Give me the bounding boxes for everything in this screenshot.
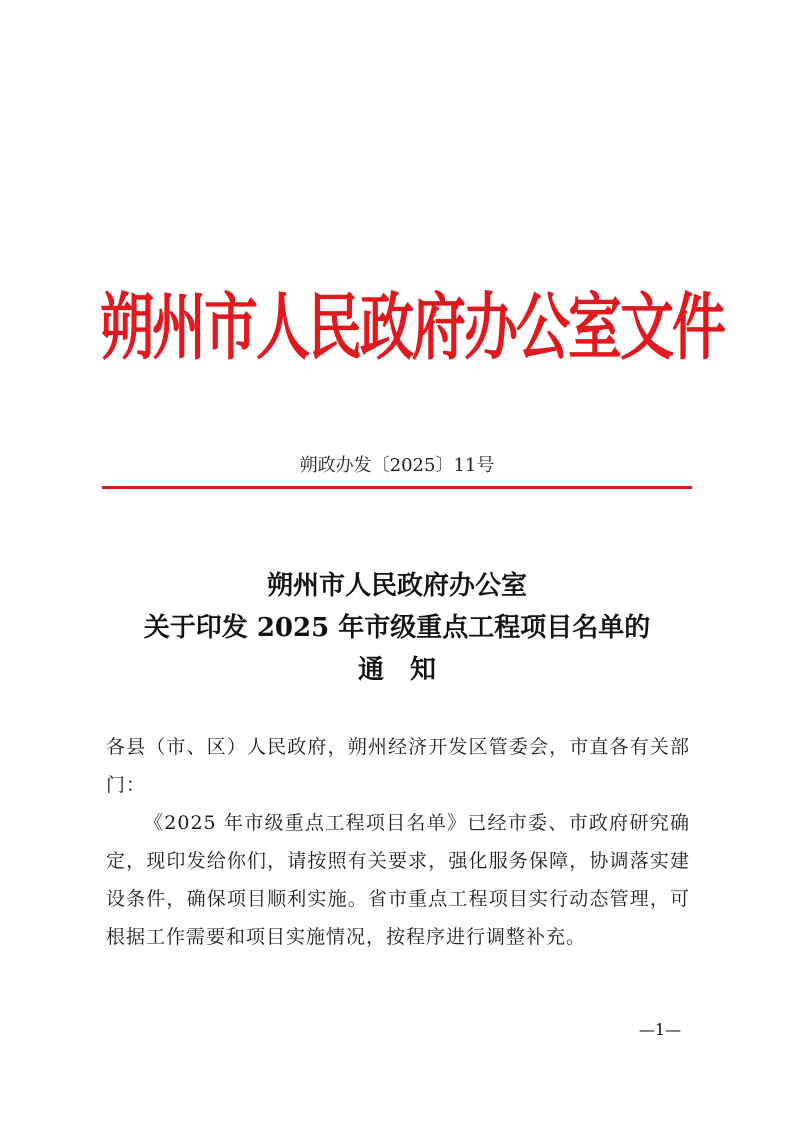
page-number: —1— bbox=[638, 1020, 682, 1039]
issuer-masthead: 朔州市人民政府办公室文件 bbox=[100, 283, 724, 371]
recipients-paragraph: 各县（市、区）人民政府，朔州经济开发区管委会，市直各有关部门： bbox=[106, 736, 690, 796]
title-line-1: 朔州市人民政府办公室 bbox=[266, 571, 527, 601]
red-separator-line bbox=[102, 486, 692, 489]
title-line-2: 关于印发 2025 年市级重点工程项目名单的 bbox=[143, 613, 651, 643]
document-title bbox=[100, 565, 694, 691]
body-paragraph-1: 《2025 年市级重点工程项目名单》已经市委、市政府研究确定，现印发给你们，请按照有关要求，强化服务保障，协调落实建设条件，确保项目顺利实施。省市重点工程项目实行动态管理，可根据工作需要和项目实施情况，按程序进行调整补充。 bbox=[106, 812, 690, 948]
document-body bbox=[106, 728, 690, 956]
title-line-3: 通 知 bbox=[357, 655, 436, 685]
document-number: 朔政办发〔2025〕11号 bbox=[299, 455, 495, 476]
